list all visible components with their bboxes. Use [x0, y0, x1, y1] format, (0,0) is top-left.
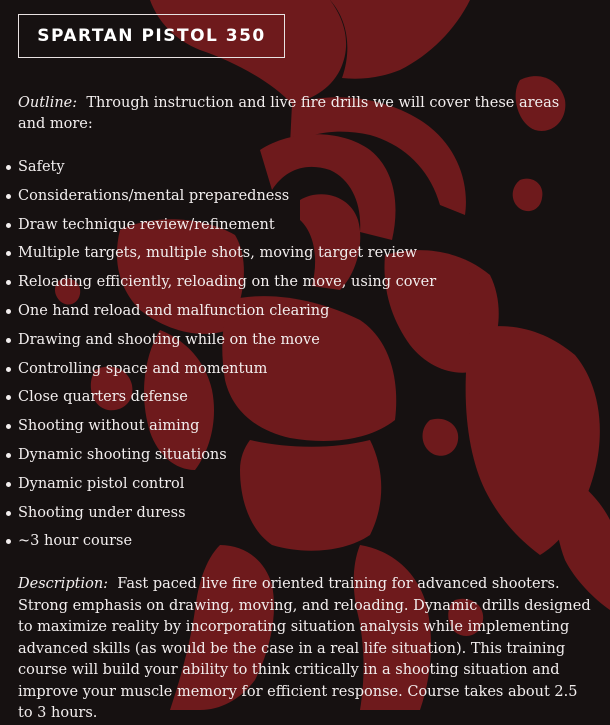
list-item: Draw technique review/refinement — [0, 213, 436, 242]
description-text: Fast paced live fire oriented training for advanced shooters. Strong emphasis on drawing, moving, and reloading. Dynamic drills designed to maximize reality by incorporating situation analysis while implementing advanced skills (as would be the case in a real life situation). This training course will build your ability to think critically in a shooting situation and improve your muscle memory for efficient response. Course takes about 2.5 to 3 hours. — [18, 576, 591, 721]
course-title: SPARTAN PISTOL 350 — [37, 26, 266, 46]
list-item: Reloading efficiently, reloading on the move, using cover — [0, 270, 436, 299]
list-item: Dynamic pistol control — [0, 472, 436, 501]
list-item: Considerations/mental preparedness — [0, 184, 436, 213]
list-item: One hand reload and malfunction clearing — [0, 299, 436, 328]
description-paragraph — [18, 574, 592, 725]
description-label: Description: — [18, 576, 109, 592]
outline-text: Through instruction and live fire drills we will cover these areas and more: — [18, 95, 560, 132]
course-title-box — [18, 14, 285, 58]
list-item: Multiple targets, multiple shots, moving target review — [0, 241, 436, 270]
list-item: Drawing and shooting while on the move — [0, 328, 436, 357]
list-item: ~3 hour course — [0, 529, 436, 558]
list-item: Shooting under duress — [0, 501, 436, 530]
list-item: Dynamic shooting situations — [0, 443, 436, 472]
outline-paragraph — [18, 93, 578, 135]
list-item: Safety — [0, 155, 436, 184]
outline-label: Outline: — [18, 95, 78, 111]
list-item: Shooting without aiming — [0, 414, 436, 443]
topics-list — [0, 155, 436, 558]
list-item: Controlling space and momentum — [0, 357, 436, 386]
list-item: Close quarters defense — [0, 385, 436, 414]
